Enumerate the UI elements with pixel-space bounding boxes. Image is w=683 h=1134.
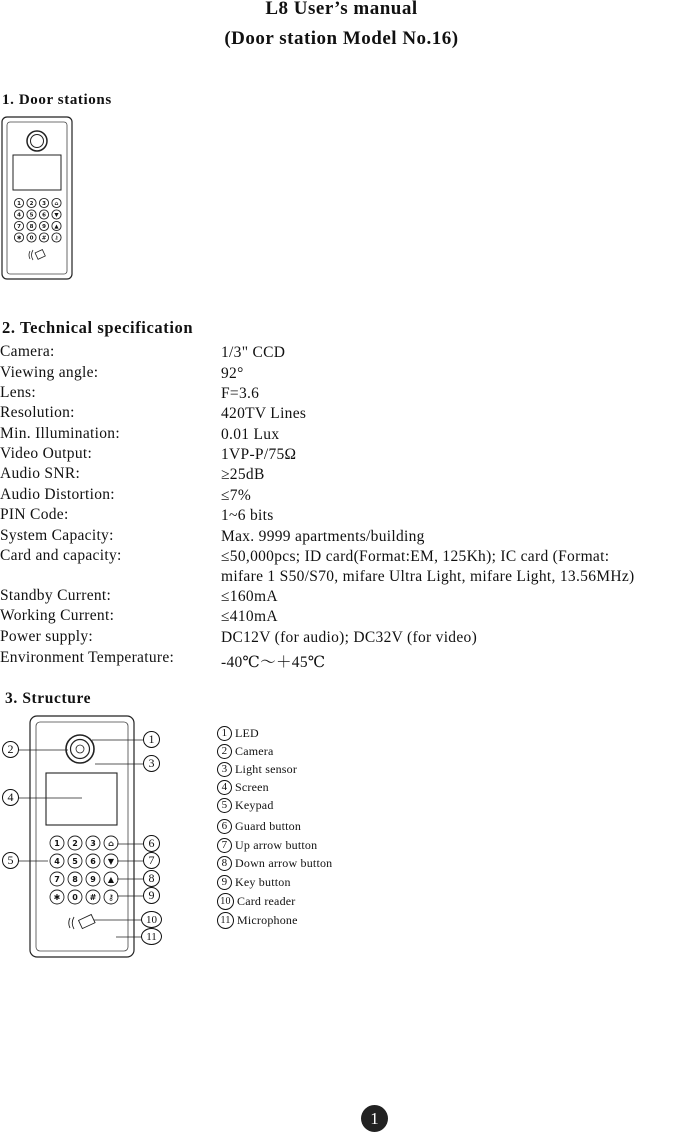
legend-item bbox=[217, 836, 317, 854]
keypad-key-label: 8 bbox=[29, 223, 34, 230]
spec-value: ≥25dB bbox=[221, 466, 265, 483]
callout-7: 7 bbox=[143, 852, 160, 869]
callout-10: 10 bbox=[141, 911, 162, 928]
callout-8: 8 bbox=[143, 870, 160, 887]
keypad-key-label: ⚷ bbox=[54, 235, 59, 242]
legend-item bbox=[217, 724, 259, 742]
section-2-heading bbox=[2, 318, 193, 338]
spec-label: Resolution: bbox=[0, 404, 75, 421]
legend-number: 8 bbox=[217, 856, 232, 871]
legend-item bbox=[217, 911, 298, 929]
section-3-heading bbox=[5, 690, 91, 708]
legend-item bbox=[217, 796, 274, 814]
spec-label: PIN Code: bbox=[0, 506, 69, 523]
spec-label: Card and capacity: bbox=[0, 547, 122, 564]
keypad-key-label: ▼ bbox=[107, 856, 115, 866]
legend-number: 4 bbox=[217, 780, 232, 795]
section-1-heading bbox=[2, 92, 112, 109]
legend-label: Guard button bbox=[235, 818, 302, 833]
keypad-key-label: 6 bbox=[42, 212, 46, 219]
legend-label: Up arrow button bbox=[235, 837, 318, 852]
keypad-key-label: # bbox=[41, 235, 47, 242]
spec-value: 1/3" CCD bbox=[221, 344, 286, 361]
legend-label: LED bbox=[235, 725, 259, 740]
callout-9: 9 bbox=[143, 887, 160, 904]
keypad-key-label: 0 bbox=[72, 892, 78, 902]
spec-value: ≤7% bbox=[221, 487, 252, 504]
spec-label: Min. Illumination: bbox=[0, 425, 120, 442]
legend-number: 11 bbox=[217, 912, 234, 929]
keypad-key-label: ⚷ bbox=[108, 892, 114, 902]
spec-value: -40℃～＋45℃ bbox=[221, 654, 326, 671]
keypad-key-label: 2 bbox=[29, 200, 34, 207]
keypad-key-label: 2 bbox=[72, 838, 78, 848]
page-number: 1 bbox=[361, 1105, 388, 1132]
legend-number: 3 bbox=[217, 762, 232, 777]
spec-label: Viewing angle: bbox=[0, 364, 99, 381]
legend-label: Card reader bbox=[237, 893, 296, 908]
keypad-key-label: 8 bbox=[72, 874, 78, 884]
callout-4: 4 bbox=[2, 789, 19, 806]
section-3-number: 3. bbox=[5, 690, 18, 707]
spec-label: Video Output: bbox=[0, 445, 93, 462]
manual-title: L8 User’s manual bbox=[265, 0, 418, 19]
keypad-key-label: 3 bbox=[90, 838, 96, 848]
callout-2: 2 bbox=[2, 741, 19, 758]
keypad-key-label: ▲ bbox=[54, 223, 59, 230]
spec-label: Audio Distortion: bbox=[0, 486, 115, 503]
legend-number: 1 bbox=[217, 726, 232, 741]
section-2-title: Technical specification bbox=[20, 318, 194, 337]
spec-value: 1VP-P/75Ω bbox=[221, 446, 297, 463]
keypad-key-label: 5 bbox=[29, 212, 34, 219]
spec-value: 92° bbox=[221, 365, 244, 382]
callout-5: 5 bbox=[2, 852, 19, 869]
spec-value: Max. 9999 apartments/building bbox=[221, 528, 425, 545]
keypad-key-label: ✱ bbox=[53, 892, 61, 902]
keypad-key-label: 4 bbox=[54, 856, 60, 866]
manual-subtitle: (Door station Model No.16) bbox=[224, 28, 459, 49]
section-1-title: Door stations bbox=[18, 92, 112, 108]
keypad-key-label: # bbox=[89, 892, 97, 902]
legend-number: 7 bbox=[217, 838, 232, 853]
section-2-number: 2. bbox=[2, 318, 16, 337]
legend-item bbox=[217, 760, 297, 778]
legend-number: 6 bbox=[217, 819, 232, 834]
spec-value: ≤160mA bbox=[221, 588, 278, 605]
keypad-key-label: ▼ bbox=[54, 212, 59, 219]
keypad-key-label: ▲ bbox=[107, 874, 115, 884]
legend-item bbox=[217, 873, 291, 891]
spec-label: Audio SNR: bbox=[0, 465, 81, 482]
spec-value-continuation: mifare 1 S50/S70, mifare Ultra Light, mifare Light, 13.56MHz) bbox=[221, 568, 635, 585]
keypad-key-label: ⌂ bbox=[108, 838, 114, 848]
spec-value: F=3.6 bbox=[221, 385, 260, 402]
spec-label: Standby Current: bbox=[0, 587, 112, 604]
callout-1: 1 bbox=[143, 731, 160, 748]
spec-label: Environment Temperature: bbox=[0, 649, 175, 666]
door-station-small-illustration bbox=[0, 114, 76, 282]
keypad-key-label: 1 bbox=[54, 838, 60, 848]
callout-6: 6 bbox=[143, 835, 160, 852]
spec-label: System Capacity: bbox=[0, 527, 114, 544]
spec-value: ≤410mA bbox=[221, 608, 278, 625]
keypad-key-label: 1 bbox=[17, 200, 21, 207]
legend-label: Keypad bbox=[235, 797, 274, 812]
keypad-key-label: 0 bbox=[29, 235, 34, 242]
keypad-key-label: ✱ bbox=[16, 235, 22, 242]
spec-label: Lens: bbox=[0, 384, 36, 401]
legend-number: 10 bbox=[217, 893, 234, 910]
section-3-title: Structure bbox=[22, 690, 92, 707]
keypad-key-label: 5 bbox=[72, 856, 78, 866]
spec-value: 420TV Lines bbox=[221, 405, 307, 422]
keypad-key-label: 7 bbox=[17, 223, 21, 230]
keypad-key-label: ⌂ bbox=[54, 200, 59, 207]
spec-value: ≤50,000pcs; ID card(Format:EM, 125Kh); IC card (Format: bbox=[221, 548, 610, 565]
spec-value: 0.01 Lux bbox=[221, 426, 280, 443]
legend-label: Light sensor bbox=[235, 761, 298, 776]
legend-item bbox=[217, 742, 274, 760]
keypad-key-label: 9 bbox=[42, 223, 46, 230]
legend-item bbox=[217, 778, 269, 796]
legend-label: Screen bbox=[235, 779, 269, 794]
legend-label: Down arrow button bbox=[235, 855, 333, 870]
keypad-key-label: 3 bbox=[42, 200, 46, 207]
section-1-number: 1. bbox=[2, 92, 15, 108]
legend-label: Camera bbox=[235, 743, 274, 758]
callout-3: 3 bbox=[143, 755, 160, 772]
spec-label: Working Current: bbox=[0, 607, 115, 624]
legend-number: 9 bbox=[217, 875, 232, 890]
callout-11: 11 bbox=[141, 928, 162, 945]
legend-number: 5 bbox=[217, 798, 232, 813]
legend-item bbox=[217, 854, 332, 872]
spec-value: 1~6 bits bbox=[221, 507, 274, 524]
spec-label: Power supply: bbox=[0, 628, 94, 645]
spec-value: DC12V (for audio); DC32V (for video) bbox=[221, 629, 478, 646]
legend-item bbox=[217, 892, 296, 910]
spec-label: Camera: bbox=[0, 343, 55, 360]
keypad-key-label: 4 bbox=[17, 212, 21, 219]
legend-label: Key button bbox=[235, 874, 291, 889]
legend-label: Microphone bbox=[237, 912, 298, 927]
legend-item bbox=[217, 817, 301, 835]
keypad-key-label: 9 bbox=[90, 874, 96, 884]
keypad-key-label: 7 bbox=[54, 874, 60, 884]
legend-number: 2 bbox=[217, 744, 232, 759]
keypad-key-label: 6 bbox=[90, 856, 96, 866]
